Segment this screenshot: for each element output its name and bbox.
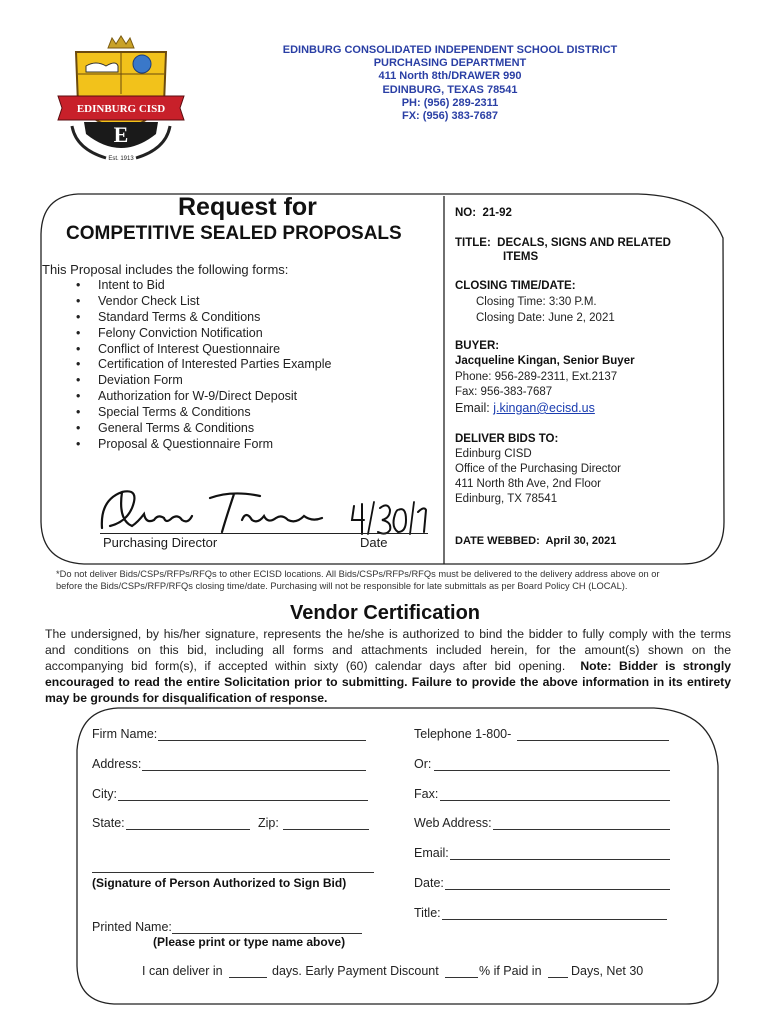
- authorized-signature-field[interactable]: [92, 872, 374, 873]
- bid-number: NO: 21-92: [455, 207, 512, 219]
- address-field[interactable]: [142, 770, 366, 771]
- telephone-field[interactable]: [517, 740, 669, 741]
- authorized-signature-label: (Signature of Person Authorized to Sign Bid): [92, 876, 347, 890]
- address-label: Address:: [92, 757, 142, 771]
- city-field[interactable]: [118, 800, 368, 801]
- list-item: • Vendor Check List: [76, 294, 331, 310]
- state-label: State:: [92, 816, 125, 830]
- buyer-phone: Phone: 956-289-2311, Ext.2137: [455, 371, 618, 383]
- list-item: • Standard Terms & Conditions: [76, 310, 331, 326]
- note-line: before the Bids/CSPs/RFP/RFQs closing time/date. Purchasing will not be responsible for late submittals as per Board Policy CH (LOCAL).: [56, 581, 628, 591]
- state-field[interactable]: [126, 829, 250, 830]
- includes-label: This Proposal includes the following forms:: [42, 262, 289, 277]
- date-label: Date: [360, 535, 388, 550]
- deliver-line: 411 North 8th Ave, 2nd Floor: [455, 478, 601, 490]
- early-payment-label: days. Early Payment Discount: [272, 964, 439, 978]
- web-address-label: Web Address:: [414, 816, 492, 830]
- printed-name-label: Printed Name:: [92, 920, 172, 934]
- title-label: Title:: [414, 906, 441, 920]
- header-line: EDINBURG, TEXAS 78541: [382, 83, 518, 96]
- telephone-label: Telephone 1-800-: [414, 727, 512, 741]
- discount-field[interactable]: [445, 977, 478, 978]
- paragraph-line: encouraged to read the entire Solicitation prior to submitting. Failure to provide the above information in its entirety: [45, 675, 731, 689]
- delivery-note: [56, 568, 736, 592]
- email-field[interactable]: [450, 859, 670, 860]
- deliver-line: Edinburg, TX 78541: [455, 493, 558, 505]
- or-label: Or:: [414, 757, 432, 771]
- list-item: • Deviation Form: [76, 373, 331, 389]
- deliver-days-label: I can deliver in: [142, 964, 223, 978]
- buyer-name: Jacqueline Kingan, Senior Buyer: [455, 355, 635, 367]
- paragraph-line: and conditions on this bid, including all forms and attachments included herein, for the amount(s) shown on the: [45, 643, 731, 657]
- request-title: Request for: [178, 193, 317, 221]
- date-webbed: DATE WEBBED: April 30, 2021: [455, 535, 617, 547]
- form-date-label: Date:: [414, 876, 444, 890]
- header-line: PH: (956) 289-2311: [401, 96, 499, 109]
- header-line: 411 North 8th/DRAWER 990: [378, 70, 522, 83]
- logo-monogram: E: [113, 122, 129, 147]
- vendor-form-border: [74, 706, 720, 1006]
- buyer-email-link[interactable]: j.kingan@ecisd.us: [493, 401, 595, 415]
- header-line: FX: (956) 383-7687: [402, 110, 498, 123]
- printed-name-hint: (Please print or type name above): [153, 935, 346, 949]
- email-label: Email:: [414, 846, 449, 860]
- note-line: *Do not deliver Bids/CSPs/RFPs/RFQs to other ECISD locations. All Bids/CSPs/RFPs/RFQs must be delivered to the delivery address above on or: [56, 569, 660, 579]
- form-date-field[interactable]: [445, 889, 670, 890]
- request-subtitle: COMPETITIVE SEALED PROPOSALS: [66, 223, 402, 244]
- header-line: PURCHASING DEPARTMENT: [373, 57, 527, 70]
- closing-label: CLOSING TIME/DATE:: [455, 280, 576, 292]
- or-field[interactable]: [434, 770, 670, 771]
- paragraph-line: The undersigned, by his/her signature, represents the he/she is authorized to bind the bidder to fully comply with the terms: [45, 627, 731, 641]
- signature-date-handwritten: [350, 498, 432, 538]
- vendor-certification-text: [45, 626, 731, 706]
- buyer-email-row: Email: j.kingan@ecisd.us: [455, 401, 595, 415]
- header-line: EDINBURG CONSOLIDATED INDEPENDENT SCHOOL DISTRICT: [282, 44, 618, 56]
- logo-est: Est. 1913: [108, 156, 134, 162]
- deliver-line: Office of the Purchasing Director: [455, 463, 621, 475]
- list-item: • General Terms & Conditions: [76, 421, 331, 437]
- bid-title-line2: ITEMS: [503, 251, 539, 263]
- city-label: City:: [92, 787, 117, 801]
- buyer-fax: Fax: 956-383-7687: [455, 386, 553, 398]
- paid-in-days-field[interactable]: [548, 977, 568, 978]
- vendor-certification-title: Vendor Certification: [289, 602, 481, 624]
- purchasing-director-label: Purchasing Director: [103, 535, 218, 550]
- fax-field[interactable]: [440, 800, 670, 801]
- paragraph-line: accompanying bid form(s), if accepted within sixty (60) calendar days after bid opening. Note: Bidder is strongly: [45, 659, 731, 673]
- closing-time: Closing Time: 3:30 P.M.: [476, 296, 597, 308]
- title-field[interactable]: [442, 919, 667, 920]
- printed-name-field[interactable]: [172, 933, 362, 934]
- list-item: • Conflict of Interest Questionnaire: [76, 342, 331, 358]
- zip-label: Zip:: [258, 816, 279, 830]
- list-item: • Authorization for W-9/Direct Deposit: [76, 389, 331, 405]
- closing-date: Closing Date: June 2, 2021: [476, 312, 615, 324]
- net-terms-label: Days, Net 30: [571, 964, 644, 978]
- deliver-line: Edinburg CISD: [455, 448, 532, 460]
- list-item: • Special Terms & Conditions: [76, 405, 331, 421]
- deliver-label: DELIVER BIDS TO:: [455, 433, 559, 445]
- district-header: [130, 44, 770, 123]
- paragraph-line: may be grounds for disqualification of response.: [45, 691, 328, 705]
- firm-name-label: Firm Name:: [92, 727, 158, 741]
- list-item: • Intent to Bid: [76, 278, 331, 294]
- forms-list: [76, 278, 331, 453]
- signature-line: [100, 533, 428, 534]
- purchasing-director-signature: [92, 480, 342, 540]
- list-item: • Felony Conviction Notification: [76, 326, 331, 342]
- zip-field[interactable]: [283, 829, 369, 830]
- list-item: • Certification of Interested Parties Example: [76, 357, 331, 373]
- web-address-field[interactable]: [493, 829, 670, 830]
- logo-banner: EDINBURG CISD: [76, 103, 166, 115]
- paid-in-label: % if Paid in: [479, 964, 542, 978]
- list-item: • Proposal & Questionnaire Form: [76, 437, 331, 453]
- firm-name-field[interactable]: [158, 740, 366, 741]
- bid-title: TITLE: DECALS, SIGNS AND RELATED: [455, 237, 671, 249]
- buyer-label: BUYER:: [455, 340, 500, 352]
- deliver-days-field[interactable]: [229, 977, 267, 978]
- fax-label: Fax:: [414, 787, 439, 801]
